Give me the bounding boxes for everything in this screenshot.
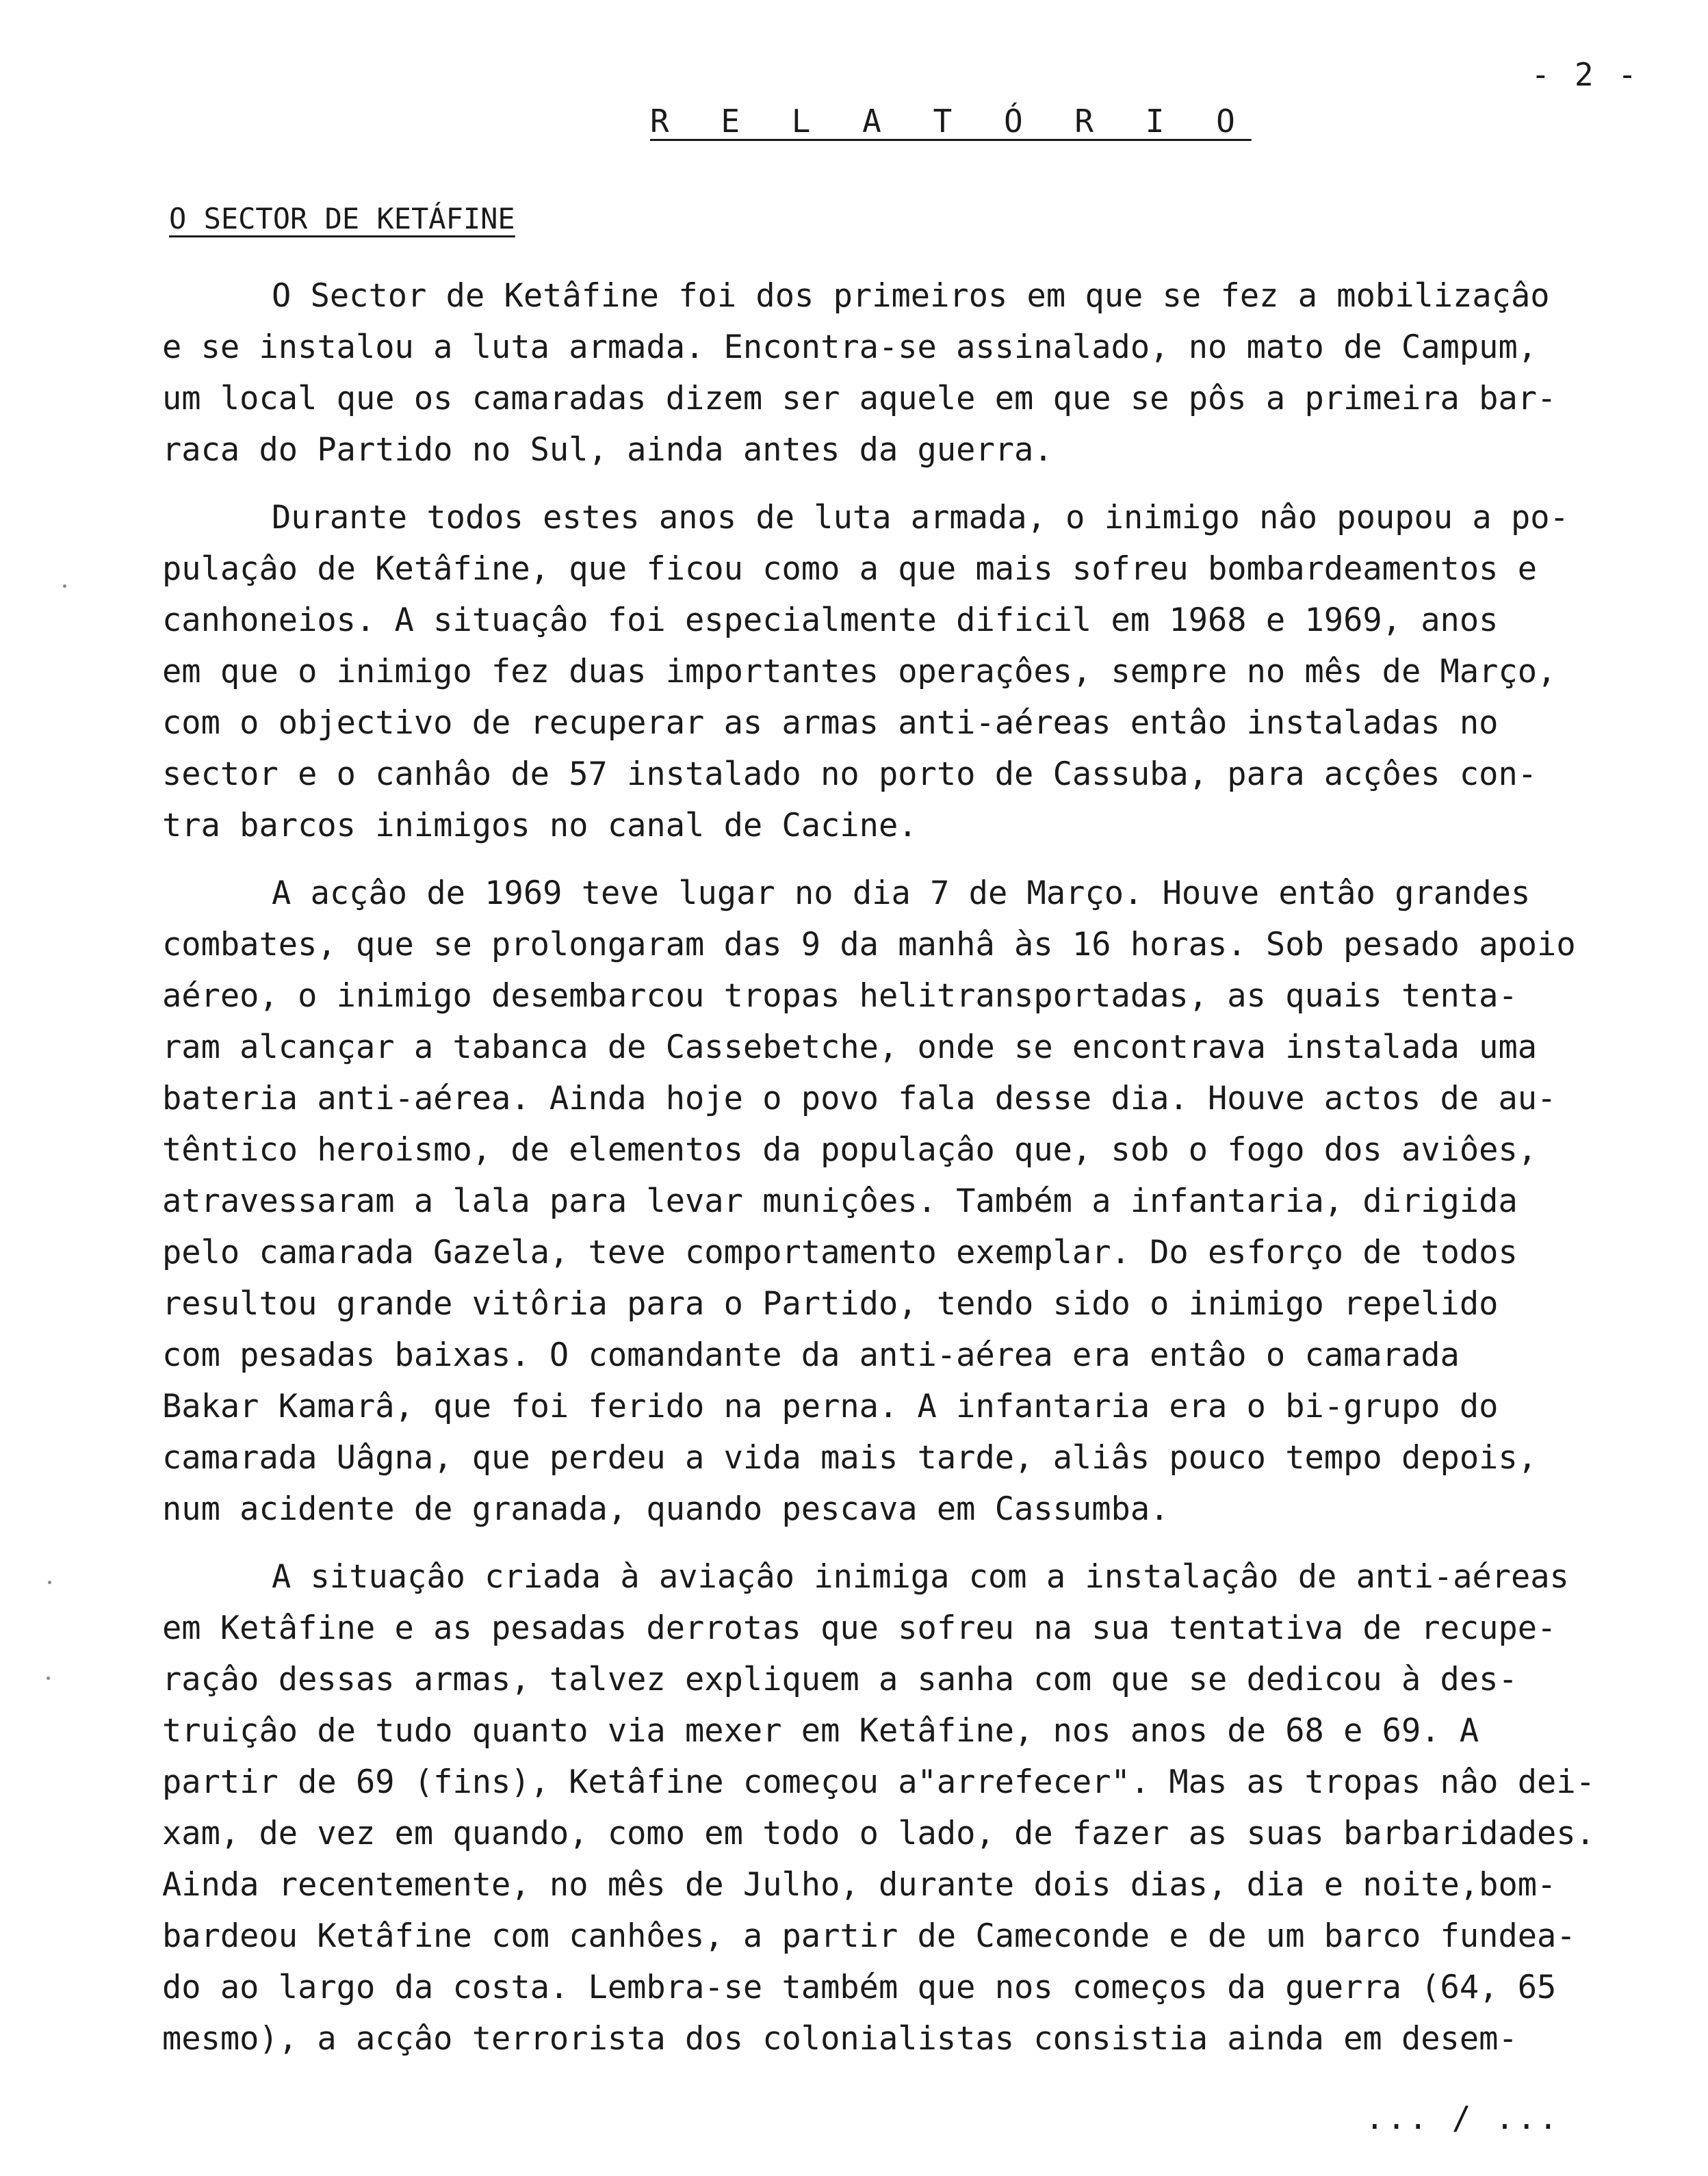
section-heading: O SECTOR DE KETÁFINE — [169, 202, 515, 235]
text-line: A acçâo de 1969 teve lugar no dia 7 de Março. Houve entâo grandes — [272, 875, 1531, 912]
text-line: raçâo dessas armas, talvez expliquem a sanha com que se dedicou à des- — [162, 1661, 1518, 1698]
paragraph-4 — [162, 1551, 1681, 2064]
text-line: bardeou Ketâfine com canhôes, a partir de Cameconde e de um barco fundea- — [162, 1917, 1576, 1955]
text-line: canhoneios. A situaçâo foi especialmente dificil em 1968 e 1969, anos — [162, 601, 1499, 639]
text-line: com pesadas baixas. O comandante da anti-aérea era entâo o camarada — [162, 1336, 1460, 1374]
text-line: truiçâo de tudo quanto via mexer em Ketâfine, nos anos de 68 e 69. A — [162, 1712, 1479, 1750]
paragraph-3 — [162, 868, 1681, 1535]
text-line: um local que os camaradas dizem ser aquele em que se pôs a primeira bar- — [162, 380, 1557, 417]
text-line: em Ketâfine e as pesadas derrotas que sofreu na sua tentativa de recupe- — [162, 1609, 1557, 1647]
text-line: camarada Uâgna, que perdeu a vida mais tarde, aliâs pouco tempo depois, — [162, 1439, 1538, 1477]
text-line: raca do Partido no Sul, ainda antes da guerra. — [162, 431, 1053, 469]
page-number: - 2 - — [1531, 56, 1640, 93]
text-line: O Sector de Ketâfine foi dos primeiros em que se fez a mobilizaçâo — [272, 277, 1550, 315]
text-line: Bakar Kamarâ, que foi ferido na perna. A infantaria era o bi-grupo do — [162, 1388, 1499, 1425]
text-line: ram alcançar a tabanca de Cassebetche, onde se encontrava instalada uma — [162, 1028, 1538, 1066]
text-line: com o objectivo de recuperar as armas anti-aéreas entâo instaladas no — [162, 704, 1499, 742]
scan-speck — [63, 584, 66, 588]
continuation-marker: ... / ... — [1365, 2099, 1561, 2136]
paragraph-2 — [162, 492, 1681, 851]
scan-speck — [47, 1676, 50, 1680]
text-line: têntico heroismo, de elementos da populaçâo que, sob o fogo dos aviôes, — [162, 1131, 1538, 1169]
text-line: aéreo, o inimigo desembarcou tropas helitransportadas, as quais tenta- — [162, 977, 1518, 1015]
text-line: Ainda recentemente, no mês de Julho, durante dois dias, dia e noite,bom- — [162, 1866, 1557, 1904]
text-line: pulaçâo de Ketâfine, que ficou como a que mais sofreu bombardeamentos e — [162, 550, 1538, 588]
paragraph-1 — [162, 270, 1681, 476]
text-line: sector e o canhâo de 57 instalado no porto de Cassuba, para acçôes con- — [162, 755, 1538, 793]
body-text — [162, 270, 1681, 2081]
text-line: em que o inimigo fez duas importantes operaçôes, sempre no mês de Março, — [162, 653, 1557, 690]
scan-speck — [48, 1581, 51, 1584]
text-line: Durante todos estes anos de luta armada, o inimigo nâo poupou a po- — [272, 499, 1569, 536]
text-line: do ao largo da costa. Lembra-se também que nos começos da guerra (64, 65 — [162, 1969, 1557, 2006]
text-line: pelo camarada Gazela, teve comportamento exemplar. Do esforço de todos — [162, 1234, 1518, 1271]
text-line: tra barcos inimigos no canal de Cacine. — [162, 807, 918, 844]
text-line: combates, que se prolongaram das 9 da manhâ às 16 horas. Sob pesado apoio — [162, 926, 1576, 963]
text-line: e se instalou a luta armada. Encontra-se assinalado, no mato de Campum, — [162, 328, 1538, 366]
text-line: resultou grande vitôria para o Partido, tendo sido o inimigo repelido — [162, 1285, 1499, 1323]
text-line: bateria anti-aérea. Ainda hoje o povo fala desse dia. Houve actos de au- — [162, 1080, 1557, 1117]
text-line: xam, de vez em quando, como em todo o lado, de fazer as suas barbaridades. — [162, 1815, 1595, 1852]
text-line: mesmo), a acçâo terrorista dos colonialistas consistia ainda em desem- — [162, 2020, 1518, 2058]
text-line: num acidente de granada, quando pescava em Cassumba. — [162, 1490, 1169, 1528]
report-title: R E L A T Ó R I O — [650, 103, 1252, 140]
text-line: atravessaram a lala para levar muniçôes. Também a infantaria, dirigida — [162, 1182, 1518, 1220]
text-line: partir de 69 (fins), Ketâfine começou a"arrefecer". Mas as tropas nâo dei- — [162, 1763, 1595, 1801]
text-line: A situaçâo criada à aviaçâo inimiga com a instalaçâo de anti-aéreas — [272, 1558, 1569, 1596]
